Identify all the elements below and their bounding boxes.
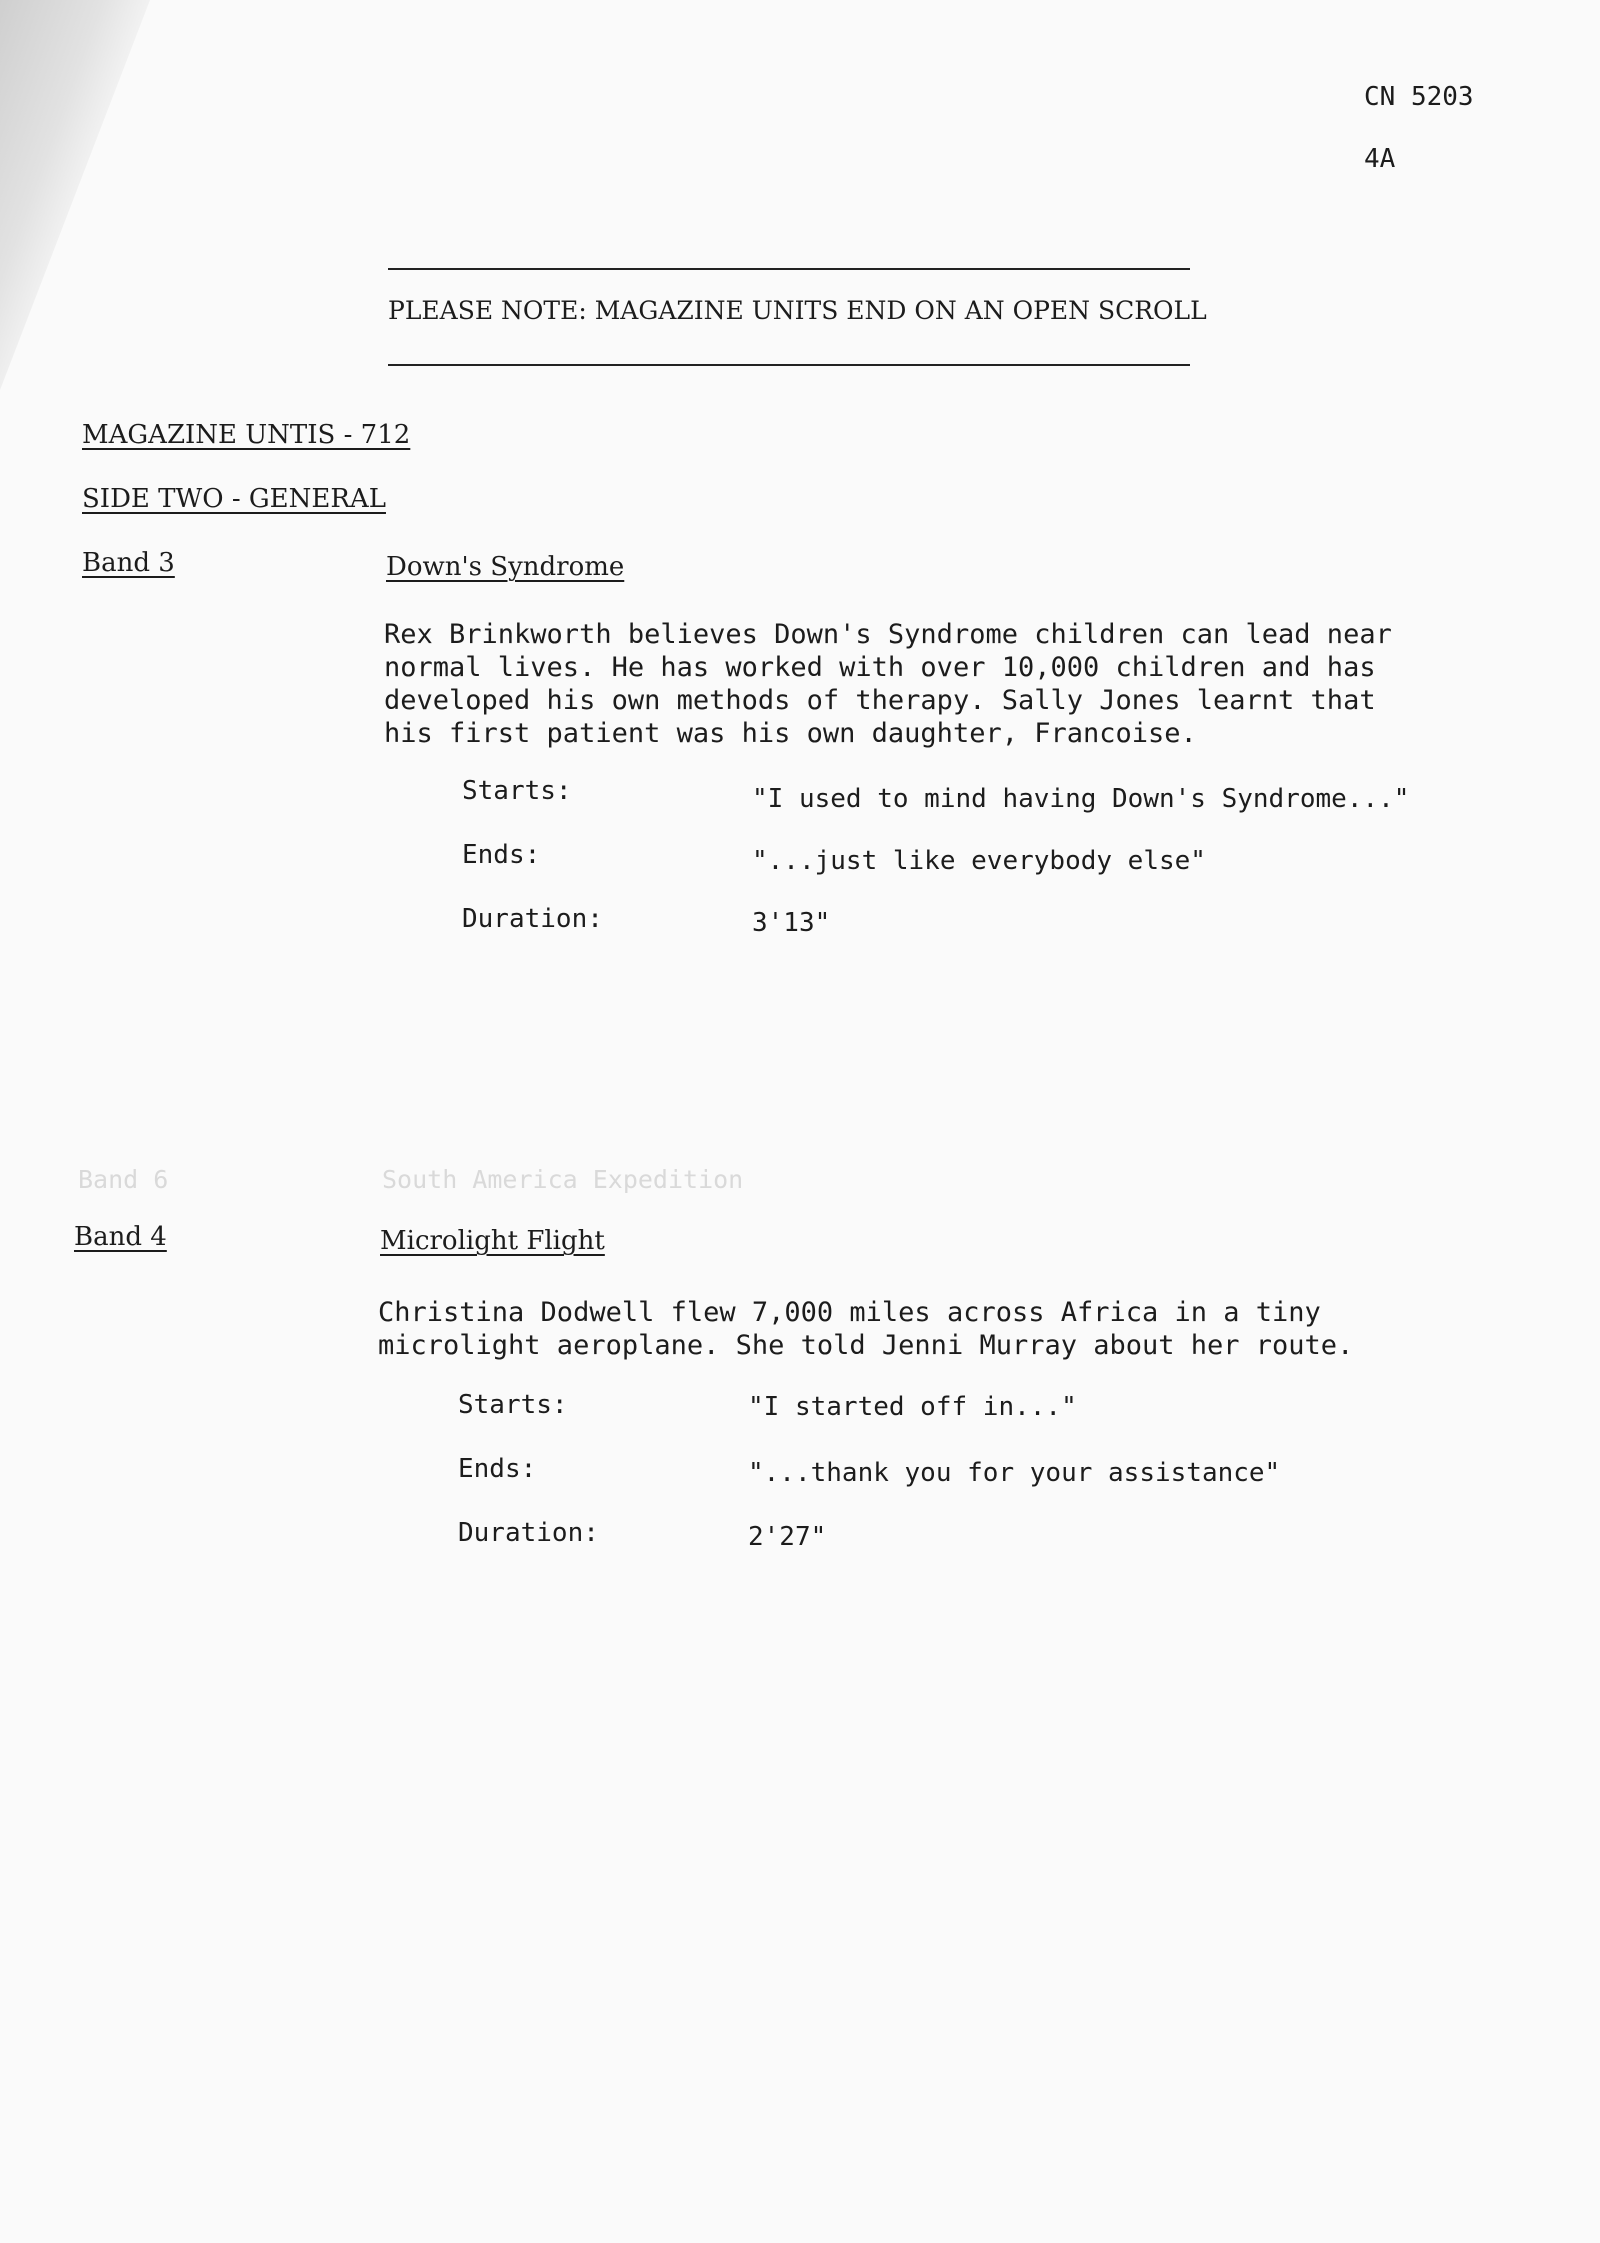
band-3-ends-label: Ends: — [462, 840, 541, 870]
band-4-starts-value: "I started off in..." — [748, 1392, 1077, 1422]
folded-corner-shadow — [0, 0, 150, 390]
band-4-label: Band 4 — [74, 1222, 167, 1252]
band-4-ends-value: "...thank you for your assistance" — [748, 1458, 1281, 1488]
band-4-starts-label: Starts: — [458, 1390, 568, 1420]
band-3-label: Band 3 — [82, 548, 175, 578]
notice-bottom-rule — [388, 364, 1190, 366]
band-4-title: Microlight Flight — [380, 1226, 605, 1256]
band-4-ends-label: Ends: — [458, 1454, 537, 1484]
reference-code: CN 5203 — [1364, 82, 1474, 112]
band-4-description: Christina Dodwell flew 7,000 miles across Africa in a tiny microlight aeroplane. She told Jenni Murray about her route. — [378, 1297, 1354, 1361]
band-3-duration-label: Duration: — [462, 904, 603, 934]
band-3-description: Rex Brinkworth believes Down's Syndrome children can lead near normal lives. He has worked with over 10,000 children and has developed his own methods of therapy. Sally Jones learnt that his first patient was his own daughter, Francoise. — [384, 619, 1392, 749]
band-4-duration-value: 2'27" — [748, 1522, 827, 1552]
notice-text: PLEASE NOTE: MAGAZINE UNITS END ON AN OPEN SCROLL — [388, 296, 1207, 325]
bleed-through-band-label: Band 6 — [78, 1165, 169, 1194]
section-subtitle: SIDE TWO - GENERAL — [82, 484, 386, 514]
notice-top-rule — [388, 268, 1190, 270]
bleed-through-title: South America Expedition — [382, 1165, 744, 1194]
band-3-starts-value: "I used to mind having Down's Syndrome..." — [752, 784, 1410, 814]
band-3-starts-label: Starts: — [462, 776, 572, 806]
section-title: MAGAZINE UNTIS - 712 — [82, 420, 411, 450]
band-3-title: Down's Syndrome — [386, 552, 625, 582]
band-3-ends-value: "...just like everybody else" — [752, 846, 1206, 876]
band-3-duration-value: 3'13" — [752, 908, 831, 938]
band-4-duration-label: Duration: — [458, 1518, 599, 1548]
page-number: 4A — [1364, 144, 1396, 174]
